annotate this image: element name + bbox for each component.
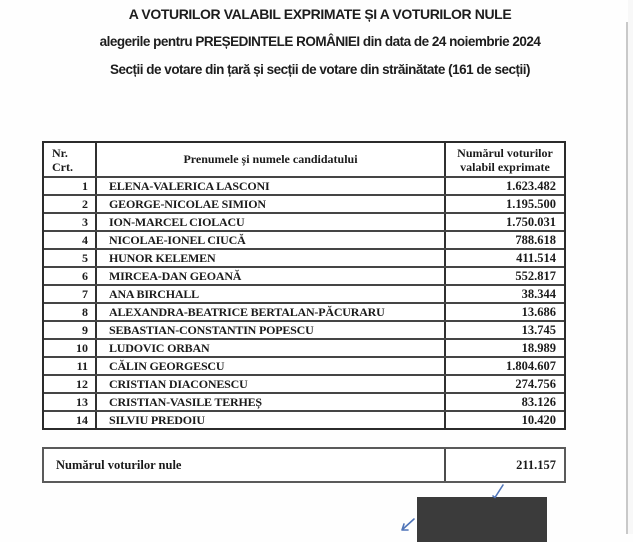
table-row	[44, 392, 564, 410]
null-votes-value: 211.157	[516, 457, 556, 472]
table-row	[44, 374, 564, 392]
table-row	[44, 230, 564, 248]
pen-check-icon	[490, 483, 508, 500]
votes-cell: 38.344	[521, 287, 556, 301]
votes-cell: 10.420	[521, 413, 556, 427]
votes-cell: 1.623.482	[506, 179, 556, 193]
votes-cell: 1.804.607	[506, 359, 556, 373]
table-row	[44, 356, 564, 374]
col-header-candidate-label: Prenumele și numele candidatului	[183, 152, 358, 166]
scan-page-edge	[626, 22, 628, 534]
null-votes-row	[42, 447, 566, 483]
row-number-cell: 5	[44, 250, 97, 266]
row-number-cell: 10	[44, 340, 97, 356]
table-row	[44, 248, 564, 266]
scan-margin-strip	[628, 0, 633, 534]
candidate-name-cell: ION-MARCEL CIOLACU	[97, 214, 446, 230]
candidate-name-cell: CRISTIAN DIACONESCU	[97, 376, 446, 392]
votes-cell: 411.514	[516, 251, 556, 265]
results-table	[42, 141, 566, 430]
col-header-votes-line2: valabil exprimate	[460, 159, 550, 174]
row-number-cell: 14	[44, 412, 97, 428]
row-number-cell: 12	[44, 376, 97, 392]
table-row	[44, 212, 564, 230]
table-header-row	[44, 143, 564, 176]
row-number-cell: 2	[44, 196, 97, 212]
candidate-name-cell: NICOLAE-IONEL CIUCĂ	[97, 232, 446, 248]
votes-cell: 18.989	[521, 341, 556, 355]
candidate-name-cell: CRISTIAN-VASILE TERHEȘ	[97, 394, 446, 410]
table-row	[44, 302, 564, 320]
votes-cell: 1.750.031	[506, 215, 556, 229]
doc-title-line1: A VOTURILOR VALABIL EXPRIMATE ȘI A VOTURILOR NULE	[128, 6, 512, 22]
votes-cell: 274.756	[515, 377, 556, 391]
row-number-cell: 3	[44, 214, 97, 230]
votes-cell: 13.686	[521, 305, 556, 319]
table-row	[44, 284, 564, 302]
candidate-name-cell: ALEXANDRA-BEATRICE BERTALAN-PĂCURARU	[97, 304, 446, 320]
votes-cell: 13.745	[521, 323, 556, 337]
votes-cell: 552.817	[515, 269, 556, 283]
col-header-candidate	[97, 143, 446, 176]
row-number-cell: 9	[44, 322, 97, 338]
row-number-cell: 6	[44, 268, 97, 284]
candidate-name-cell: GEORGE-NICOLAE SIMION	[97, 196, 446, 212]
table-row	[44, 320, 564, 338]
col-header-votes-line1: Numărul voturilor	[457, 145, 553, 160]
table-row	[44, 410, 564, 428]
table-row	[44, 194, 564, 212]
candidate-name-cell: HUNOR KELEMEN	[97, 250, 446, 266]
doc-title-line2: alegerile pentru PREȘEDINTELE ROMÂNIEI din data de 24 noiembrie 2024	[99, 34, 541, 49]
table-row	[44, 338, 564, 356]
candidate-name-cell: LUDOVIC ORBAN	[97, 340, 446, 356]
candidate-name-cell: ELENA-VALERICA LASCONI	[97, 178, 446, 194]
row-number-cell: 7	[44, 286, 97, 302]
candidate-name-cell: SILVIU PREDOIU	[97, 412, 446, 428]
row-number-cell: 1	[44, 178, 97, 194]
doc-title-line3: Secții de votare din țară și secții de votare din străinătate (161 de secții)	[110, 62, 530, 77]
col-header-nr	[44, 143, 97, 176]
votes-cell: 788.618	[515, 233, 556, 247]
candidate-name-cell: CĂLIN GEORGESCU	[97, 358, 446, 374]
row-number-cell: 13	[44, 394, 97, 410]
candidate-name-cell: SEBASTIAN-CONSTANTIN POPESCU	[97, 322, 446, 338]
col-header-votes	[446, 143, 564, 176]
col-header-nr-line1: Nr.	[52, 145, 68, 160]
table-row	[44, 266, 564, 284]
candidate-name-cell: ANA BIRCHALL	[97, 286, 446, 302]
table-row	[44, 176, 564, 194]
candidate-name-cell: MIRCEA-DAN GEOANĂ	[97, 268, 446, 284]
votes-cell: 83.126	[521, 395, 556, 409]
null-votes-label: Numărul voturilor nule	[44, 449, 446, 481]
row-number-cell: 8	[44, 304, 97, 320]
row-number-cell: 4	[44, 232, 97, 248]
pen-arrow-icon	[399, 517, 417, 534]
row-number-cell: 11	[44, 358, 97, 374]
votes-cell: 1.195.500	[506, 197, 556, 211]
col-header-nr-line2: Crt.	[52, 159, 73, 174]
signature-redaction-box	[417, 497, 547, 542]
